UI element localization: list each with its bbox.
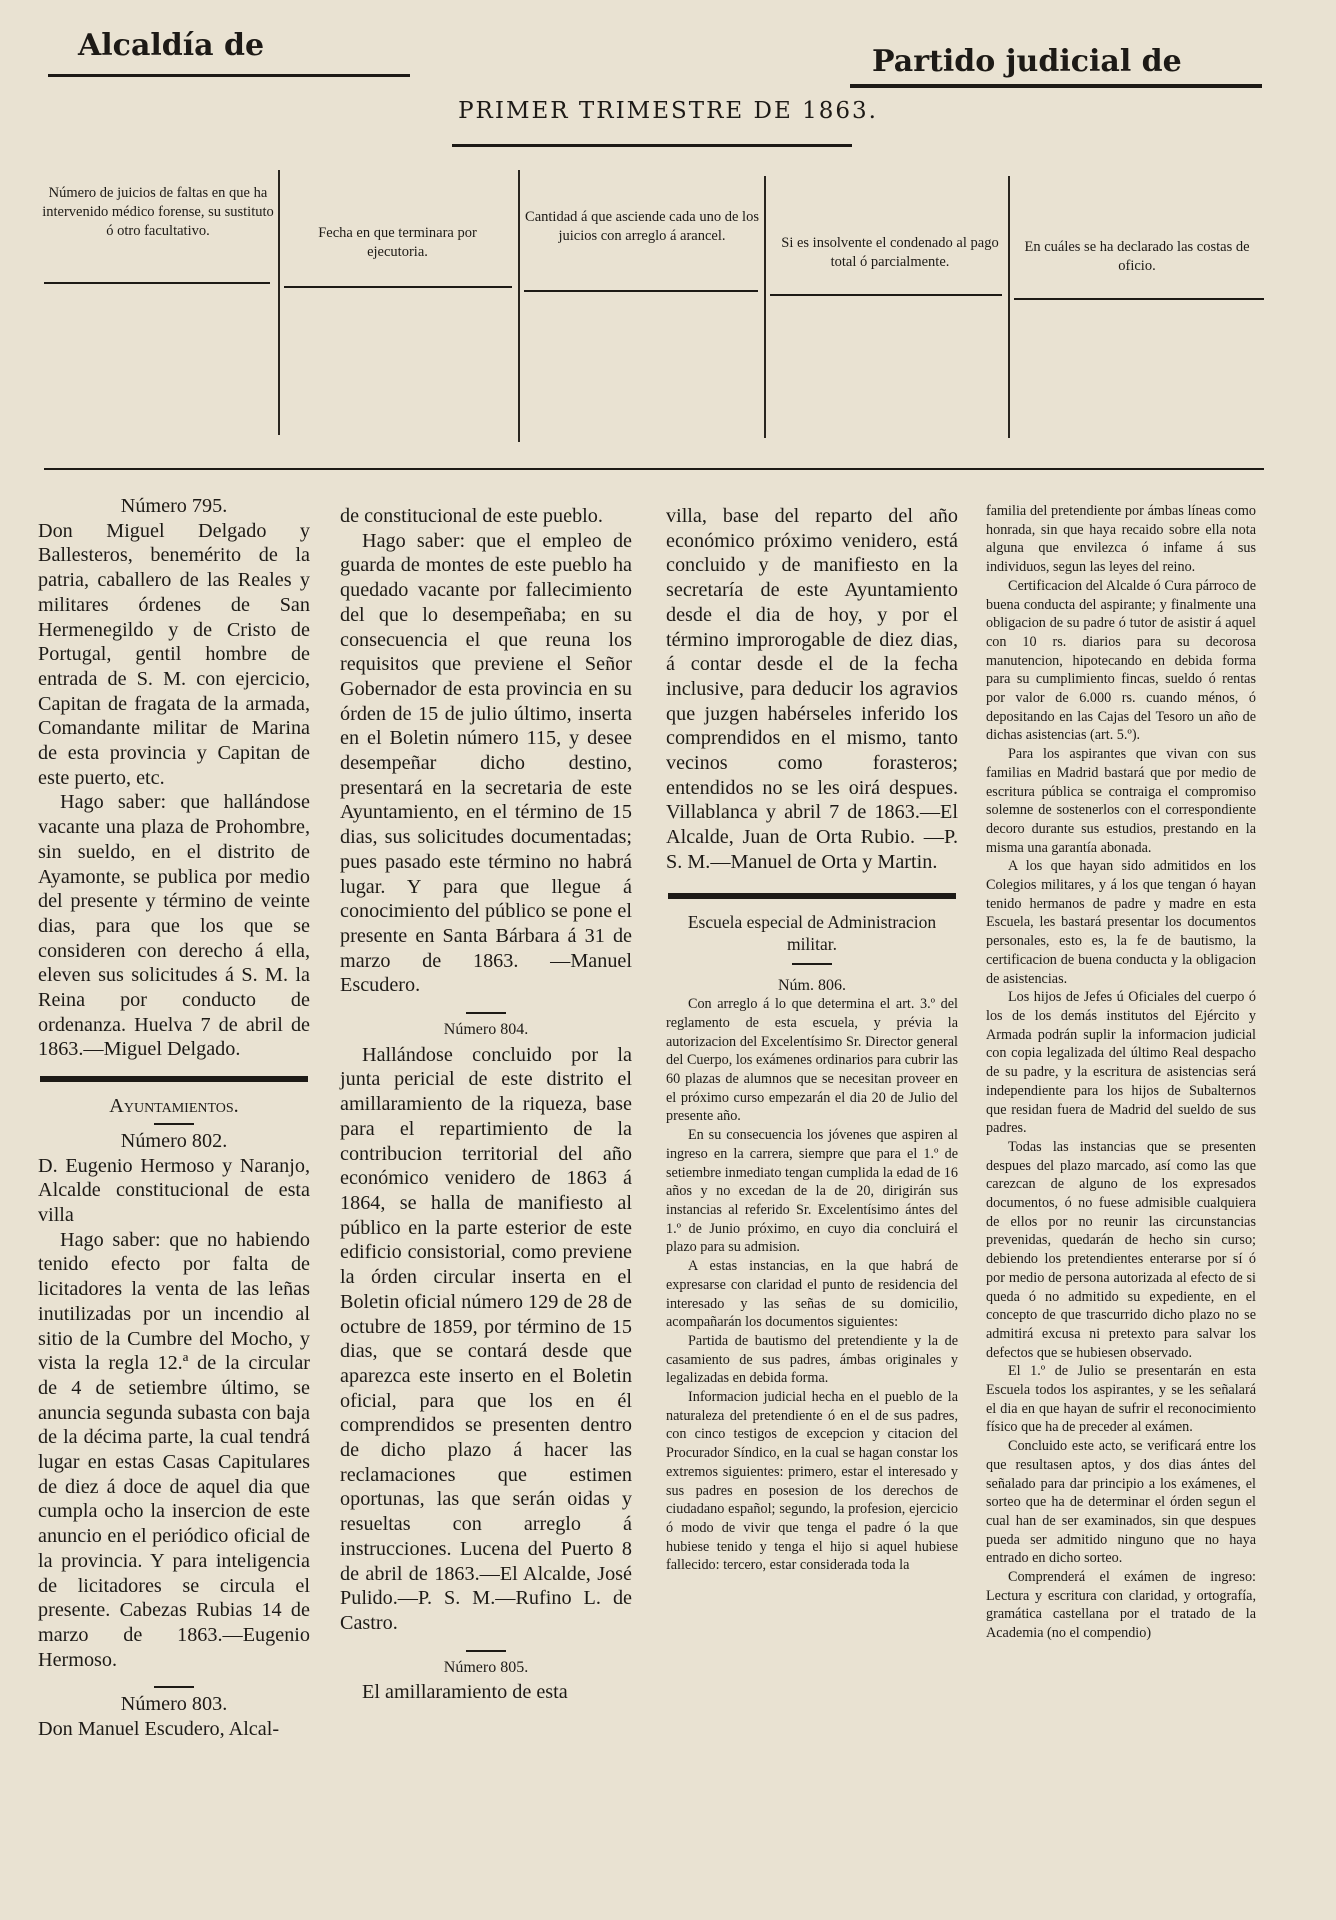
notice-806-p11: El 1.º de Julio se presentarán en esta Escuela todos los aspirantes, y se les señalará el dia en que hayan de sufrir el reconocimiento físico que ha de preceder al exámen. [986, 1363, 1256, 1436]
table-underline-5 [1014, 298, 1264, 300]
notice-dash [466, 1012, 506, 1014]
section-rule [40, 1076, 308, 1082]
notice-dash [154, 1686, 194, 1688]
section-ayuntamientos: Ayuntamientos. [109, 1095, 239, 1118]
notice-806-p4: Partida de bautismo del pretendiente y la de casamiento de sus padres, ámbas originales y legalizadas en debida forma. [666, 1332, 958, 1387]
table-bottom-rule [44, 468, 1264, 470]
notice-806-p7: Para los aspirantes que vivan con sus familias en Madrid bastará que por medio de escritura pública se contraiga el compromiso solemne de sostenerlos con el correspondiente decoro durante sus estudios, prestando en la misma una garantía abonada. [986, 746, 1256, 856]
table-underline-3 [524, 290, 758, 292]
notice-dash [792, 963, 832, 965]
notice-803-text-2: Hago saber: que el empleo de guarda de montes de este pueblo ha quedado vacante por fallecimiento del que lo desempeñaba; en su consecuencia el que reuna los requisitos que previene el Señor Gobernador de esta provincia en su órden de 15 de julio último, inserta en el Boletin número 115, y desee desempeñar dicho destino, presentará en la secretaria de este Ayuntamiento, en el término de 15 dias, sus solicitudes documentadas; pues pasado este término no habrá lugar. Y para que llegue á conocimiento del público se pone el presente en Santa Bárbara á 31 de marzo de 1863. —Manuel Escudero. [340, 529, 632, 997]
header-partido: Partido judicial de [872, 44, 1182, 79]
table-header-4: Si es insolvente el condenado al pago total ó parcialmente. [781, 235, 999, 270]
notice-803-text: Don Manuel Escudero, Alcal- [38, 1718, 280, 1741]
notice-802-text-2: Hago saber: que no habiendo tenido efecto por falta de licitadores la venta de las leñas inutilizadas por un incendio al sitio de la Cumbre del Mocho, y vista la regla 12.ª de la circular de 4 de setiembre último, se anuncia segunda subasta con baja de la décima parte, la cual tendrá lugar en estas Casas Capitulares de diez á doce de aquel dia que cumpla ocho la insercion de este anuncio en el periódico oficial de la provincia. Y para inteligencia de licitadores se circula el presente. Cabezas Rubias 14 de marzo de 1863.—Eugenio Hermoso. [38, 1228, 310, 1671]
notice-806-continued: familia del pretendiente por ámbas líneas como honrada, sin que haya recaido sobre ella nota alguna que envilezca ó infame á sus individuos, segun las leyes del reino. [986, 503, 1256, 576]
notice-806-p8: A los que hayan sido admitidos en los Colegios militares, y á los que tengan ó hayan tenido hermanos de padre y madre en esta Escuela, les bastará presentar los documentos personales, esto es, la fe de bautismo, la certificacion de buena conducta y la obligacion de asistencias. [986, 858, 1256, 987]
table-underline-1 [44, 282, 270, 284]
table-header-3: Cantidad á que asciende cada uno de los juicios con arreglo á arancel. [525, 209, 759, 244]
column-2 [340, 504, 632, 1705]
table-header-1: Número de juicios de faltas en que ha intervenido médico forense, su sustituto ó otro facultativo. [42, 185, 274, 239]
notice-802-text: D. Eugenio Hermoso y Naranjo, Alcalde constitucional de esta villa [38, 1154, 310, 1226]
notice-806-p5: Informacion judicial hecha en el pueblo de la naturaleza del pretendiente ó en el de sus padres, con cinco testigos de excepcion y citacion del Procurador Síndico, en la cual se hagan constar los extremos siguientes: primero, estar el interesado y sus padres en posesion de los derechos de ciudadano español; segundo, la profesion, ejercicio ó modo de vivir que tenga el padre ó la que hubiese tenido y tenga el hijo si aquel hubiese fallecido: tercero, estar considerada toda la [666, 1389, 958, 1574]
table-underline-2 [284, 286, 512, 288]
table-divider-1 [278, 170, 280, 435]
notice-806-p10: Todas las instancias que se presenten despues del plazo marcado, así como las que carezcan de alguno de los expresados documentos, ó no fuese admisible cualquiera de ellos por no reunir las circunstancias prevenidas, quedarán de hecho sin curso; debiendo los pretendientes enterarse por sí ó por medio de persona autorizada al efecto de si queda ó no admitido su expediente, en el concepto de que trascurrido dicho plazo no se admitirá excusa ni pretexto para salvar los defectos que se hubiesen observado. [986, 1138, 1256, 1361]
notice-803-number: Número 803. [120, 1693, 228, 1716]
notice-805-continued: villa, base del reparto del año económico próximo venidero, está concluido y de manifiesto en la secretaría de este Ayuntamiento desde el dia de hoy, y por el término improrogable de diez dias, á contar desde el de la fecha inclusive, para deducir los agravios que juzgen habérseles inferido los comprendidos en el mismo, tanto vecinos como forasteros; entendidos no se les oirá despues. Villablanca y abril 7 de 1863.—El Alcalde, Juan de Orta Rubio. —P. S. M.—Manuel de Orta y Martin. [666, 505, 958, 873]
header-rule-left [48, 74, 410, 77]
table-header-2: Fecha en que terminara por ejecutoria. [318, 225, 477, 260]
notice-795-text: Don Miguel Delgado y Ballesteros, benemérito de la patria, caballero de las Reales y militares órdenes de San Hermenegildo y de Cristo de Portugal, gentil hombre de entrada de S. M. con ejercicio, Capitan de fragata de la armada, Comandante militar de Marina de esta provincia y Capitan de este puerto, etc. [38, 519, 310, 789]
notice-806-number: Núm. 806. [778, 976, 846, 994]
notice-802-number: Número 802. [120, 1129, 228, 1152]
notice-806-p9: Los hijos de Jefes ú Oficiales del cuerpo ó los de los demás institutos del Ejército y Armada podrán suplir la informacion judicial con copia legalizada del último Real despacho de su padre, y la escritura de asistencias será independiente para los hijos de Subalternos que residan fuera de Madrid del sueldo de sus padres. [986, 989, 1256, 1137]
section-dash [154, 1123, 194, 1125]
notice-806-p12: Concluido este acto, se verificará entre los que resultasen aptos, y dos dias ántes del señalado para dar principio a los exámenes, el sorteo que ha de determinar el órden segun el cual han de ser examinados, sin que despues pueda ser admitido ninguno que no haya entrado en dicho sorteo. [986, 1438, 1256, 1567]
title-rule [452, 144, 852, 147]
column-1 [38, 494, 310, 1742]
notice-806-p1: Con arreglo á lo que determina el art. 3.º del reglamento de esta escuela, y prévia la autorizacion del Excelentísimo Sr. Director general del Cuerpo, los exámenes ordinarios para cubrir las 60 plazas de alumnos que se necesitan proveer en el próximo curso empezarán el dia 20 de Julio del presente año. [666, 996, 958, 1125]
trimester-title: PRIMER TRIMESTRE DE 1863. [458, 98, 878, 124]
table-header-5: En cuáles se ha declarado las costas de oficio. [1024, 239, 1250, 274]
header-rule-right [850, 84, 1262, 88]
notice-795-number: Número 795. [120, 495, 228, 517]
header-alcaldia: Alcaldía de [78, 28, 265, 63]
notice-806-p2: En su consecuencia los jóvenes que aspiren al ingreso en la carrera, siempre que para el 1.º de setiembre inmediato tengan cumplida la edad de 16 años y no excedan de la de 20, dirigirán sus instancias al referido Sr. Excelentísimo ántes del 1.º de Junio próximo, en cuyo dia concluirá el plazo para su admision. [666, 1127, 958, 1256]
section-rule [668, 893, 956, 899]
notice-806-p13: Comprenderá el exámen de ingreso: Lectura y escritura con claridad, y ortografía, gramática castellana por el tratado de la Academia (no el compendio) [986, 1569, 1256, 1642]
notice-806-p3: A estas instancias, en la que habrá de expresarse con claridad el punto de residencia del interesado y las señas de su domicilio, acompañarán los documentos siguientes: [666, 1258, 958, 1331]
table-divider-4 [1008, 176, 1010, 438]
table-divider-3 [764, 176, 766, 438]
column-3 [666, 504, 958, 1575]
notice-795-text-2: Hago saber: que hallándose vacante una plaza de Prohombre, sin sueldo, en el distrito de Ayamonte, se publica por medio del presente y término de veinte dias, para que los que se consideren con derecho á ella, eleven sus solicitudes á S. M. la Reina por conducto de ordenanza. Huelva 7 de abril de 1863.—Miguel Delgado. [38, 791, 310, 1061]
table-divider-2 [518, 170, 520, 442]
column-4 [986, 502, 1256, 1643]
notice-dash [466, 1650, 506, 1652]
notice-804-number: Número 804. [443, 1021, 529, 1039]
notice-805-number: Número 805. [443, 1658, 529, 1676]
escuela-heading: Escuela especial de Administracion militar. [687, 911, 937, 954]
notice-805-text: El amillaramiento de esta [362, 1681, 568, 1704]
notice-803-continued: de constitucional de este pueblo. [340, 505, 603, 527]
notice-806-p6: Certificacion del Alcalde ó Cura párroco de buena conducta del aspirante; y finalmente una obligacion de su padre ó tutor de asistir á aquel con 10 rs. diarios para su decorosa manutencion, hipotecando en debida forma para su cumplimiento fincas, sueldo ó rentas por valor de 6.000 rs. cuando ménos, ó depositando en las Cajas del Tesoro un año de dichas asistencias (art. 5.º). [986, 577, 1256, 744]
notice-804-text: Hallándose concluido por la junta pericial de este distrito el amillaramiento de la riqueza, base para el repartimiento de la contribucion territorial del año económico venidero de 1863 á 1864, se halla de manifiesto al público en la parte esterior de este edificio consistorial, como previene la órden circular inserta en el Boletin oficial número 129 de 28 de octubre de 1859, por término de 15 dias, que se contará desde que aparezca este inserto en el Boletin oficial, para que los en él comprendidos se presenten dentro de dicho plazo á hacer las reclamaciones que estimen oportunas, las que serán oidas y resueltas con arreglo á instrucciones. Lucena del Puerto 8 de abril de 1863.—El Alcalde, José Pulido.—P. S. M.—Rufino L. de Castro. [340, 1043, 632, 1634]
table-underline-4 [770, 294, 1002, 296]
